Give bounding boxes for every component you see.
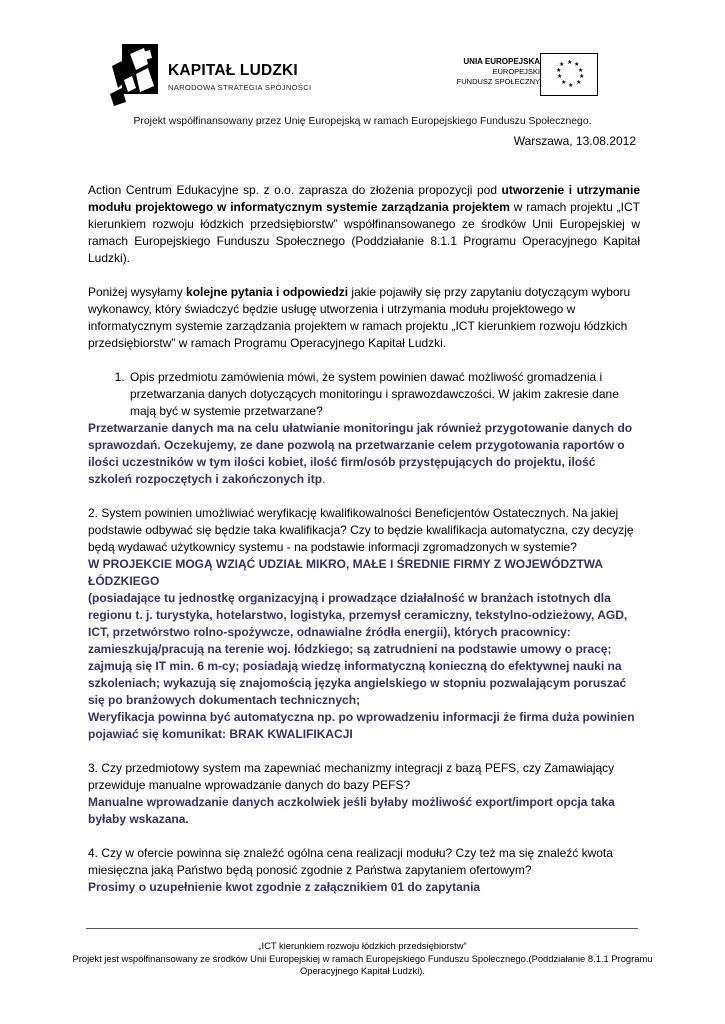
- page-footer: [70, 940, 655, 978]
- answer-2-line-1: W PROJEKCIE MOGĄ WZIĄĆ UDZIAŁ MIKRO, MAŁE I ŚREDNIE FIRMY Z WOJEWÓDZTWA ŁÓDZKIEGO: [88, 557, 603, 588]
- document-date: Warszawa, 13.08.2012: [513, 134, 636, 148]
- header-project-line: Projekt współfinansowany przez Unię Europejską w ramach Europejskiego Funduszu Społecznego.: [133, 116, 592, 127]
- intro-p1-bold: utworzenie i utrzymanie modułu projektowego w informatycznym systemie zarządzania projektem: [88, 183, 640, 214]
- question-4: 4. Czy w ofercie powinna się znaleźć ogólna cena realizacji modułu? Czy też ma się znaleźć kwota miesięczna jaką Państwo będą ponosić zgodnie z Państwa zapytaniem ofertowym?: [88, 846, 613, 877]
- answer-4: Prosimy o uzupełnienie kwot zgodnie z załącznikiem 01 do zapytania: [88, 880, 481, 894]
- svg-text:★: ★: [574, 61, 580, 68]
- answer-1: [88, 420, 640, 488]
- question-2: 2. System powinien umożliwiać weryfikację kwalifikowalności Beneficjentów Ostatecznych. Na jakiej podstawie odbywać się będzie taka kwalifikacja? Czy to będzie kwalifikacja automatyczna, czy decyzję będą wydawać użytkownicy systemu - na podstawie informacji zgromadzonych w systemie?: [88, 506, 634, 554]
- question-3: 3. Czy przedmiotowy system ma zapewniać mechanizmy integracji z bazą PEFS, czy Zamawiający przewiduje manualne wprowadzanie danych do bazy PEFS?: [88, 761, 615, 792]
- eu-logo: [452, 53, 602, 98]
- intro-p2-text: Poniżej wysyłamy: [88, 285, 187, 299]
- intro-paragraph-2: [88, 284, 640, 352]
- svg-text:★: ★: [578, 67, 584, 74]
- svg-text:★: ★: [559, 61, 565, 68]
- answer-1-text: Przetwarzanie danych ma na celu ułatwianie monitoringu jak również przygotowanie danych do sprawozdań. Oczekujemy, ze dane pozwolą na przetwarzanie celem przygotowania raportów o ilości uczestników w tym ilości kobiet, ilość firm/osób przystępujących do projektu, ilość szkoleń rozpoczętych i zakończonych itp: [88, 421, 633, 486]
- footer-divider: [86, 928, 638, 929]
- eu-line-2: EUROPEJSKI: [492, 67, 540, 76]
- answer-2-line-2: (posiadające tu jednostkę organizacyjną i prowadzące działalność w branżach istotnych dla regionu t. j. turystyka, hotelarstwo, logistyka, przemysł ceramiczny, tekstylno-odzieżowy, AGD, ICT, przetwórstwo rolno-spożywcze, odnawialne źródła energii), których pracownicy:: [88, 591, 628, 639]
- svg-text:★: ★: [556, 67, 562, 74]
- answer-1-tail: .: [322, 472, 326, 486]
- intro-p2-rest: jakie pojawiły się przy zapytaniu dotyczącym wyboru wykonawcy, który świadczyć będzie usługę utworzenia i utrzymania modułu projektowego w informatycznym systemie zarządzania projektem w ramach projektu „ICT kierunkiem rozwoju łódzkich przedsiębiorstw” w ramach Programu Operacyjnego Kapitał Ludzki.: [88, 285, 631, 350]
- kapital-ludzki-emblem-icon: [108, 44, 168, 108]
- answer-3: Manualne wprowadzanie danych aczkolwiek jeśli byłaby możliwość export/import opcja taka byłaby wskazana.: [88, 795, 615, 826]
- footer-line-1: „ICT kierunkiem rozwoju łódzkich przedsiębiorstw”: [258, 940, 467, 951]
- question-list: [88, 369, 640, 420]
- svg-text:★: ★: [579, 73, 585, 80]
- svg-text:★: ★: [561, 79, 567, 86]
- intro-p1-rest: w ramach projektu „ICT kierunkiem rozwoju łódzkich przedsiębiorstw” współfinansowanego ze środków Unii Europejskiej w ramach Europejskiego Funduszu Społecznego (Poddziałanie 8.1.1 Programu Operacyjnego Kapitał Ludzki).: [88, 200, 640, 265]
- answer-2: [88, 556, 640, 743]
- intro-p2-bold: kolejne pytania i odpowiedzi: [186, 285, 349, 299]
- answer-2-line-3: zamieszkują/pracują na terenie woj. łódzkiego; są zatrudnieni na podstawie umowy o pracę; zajmują się IT min. 6 m-cy; posiadają wiedzę informatyczną konieczną do efektywnej nauki na szkoleniach; wykazują się znajomością języka angielskiego w stopniu pozwalającym poruszać się po branżowych dokumentach technicznych;: [88, 642, 627, 707]
- document-body: [88, 182, 640, 896]
- footer-line-2: Projekt jest współfinansowany ze środków Unii Europejskiej w ramach Europejskiego Funduszu Społecznego.(Poddziałanie 8.1.1 Programu Operacyjnego Kapitał Ludzki).: [72, 952, 653, 976]
- svg-text:★: ★: [576, 79, 582, 86]
- svg-text:★: ★: [557, 73, 563, 80]
- intro-p1-text: Action Centrum Edukacyjne sp. z o.o. zaprasza do złożenia propozycji pod: [88, 183, 502, 197]
- logo-title: KAPITAŁ LUDZKI: [168, 62, 298, 79]
- eu-logo-text: [457, 57, 540, 87]
- eu-flag-icon: [540, 53, 598, 96]
- svg-text:★: ★: [567, 59, 573, 66]
- logo-subtitle: NARODOWA STRATEGIA SPÓJNOŚCI: [168, 83, 312, 92]
- answer-2-line-4: Weryfikacja powinna być automatyczna np. po wprowadzeniu informacji że firma duża powinien pojawiać się komunikat: BRAK KWALIFIKACJI: [88, 710, 635, 741]
- question-1: 1. Opis przedmiotu zamówienia mówi, że system powinien dawać możliwość gromadzenia i przetwarzania danych dotyczących monitoringu i sprawozdawczości. W jakim zakresie dane mają być w systemie przetwarzane?: [128, 369, 640, 420]
- intro-paragraph-1: [88, 182, 640, 267]
- eu-line-3: FUNDUSZ SPOŁECZNY: [456, 77, 540, 86]
- eu-line-1: UNIA EUROPEJSKA: [463, 57, 540, 66]
- svg-text:★: ★: [568, 82, 574, 89]
